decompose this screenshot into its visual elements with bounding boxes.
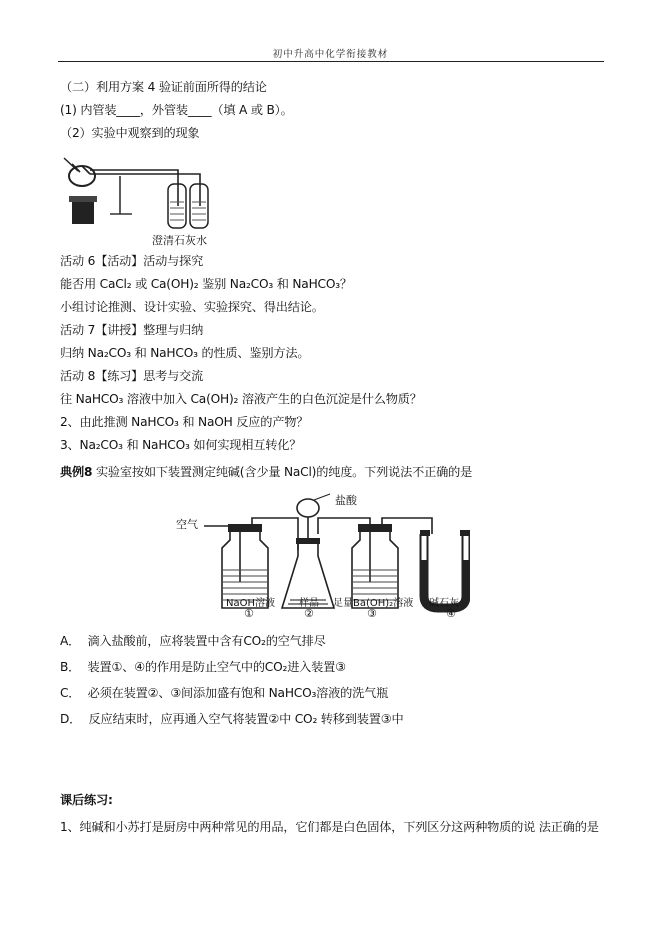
activity-6-line-2: 小组讨论推测、设计实验、实验探究、得出结论。	[60, 300, 324, 314]
example-8	[60, 464, 472, 480]
number-4: ④	[446, 607, 456, 620]
option-text: 滴入盐酸前，应将装置中含有CO₂的空气排尽	[87, 634, 326, 648]
figure1-caption: 澄清石灰水	[152, 234, 207, 247]
option-a	[60, 633, 326, 649]
label-baoh2: 足量Ba(OH)₂溶液	[333, 598, 414, 609]
apparatus-figure	[170, 490, 470, 620]
activity-6-title: 活动 6【活动】活动与探究	[60, 254, 204, 268]
number-2: ②	[304, 607, 314, 620]
example-text: 实验室按如下装置测定纯碱(含少量 NaCl)的纯度。下列说法不正确的是	[92, 465, 473, 479]
activity-7-title: 活动 7【讲授】整理与归纳	[60, 323, 204, 337]
activity-8-line-2: 2、由此推测 NaHCO₃ 和 NaOH 反应的产物？	[60, 415, 309, 429]
option-d	[60, 711, 403, 727]
option-letter: D．	[60, 712, 82, 726]
activity-7-line-1: 归纳 Na₂CO₃ 和 NaHCO₃ 的性质、鉴别方法。	[60, 346, 310, 360]
option-c	[60, 685, 388, 701]
homework-question-1: 1、纯碱和小苏打是厨房中两种常见的用品，它们都是白色固体，下列区分这两种物质的说 法正确的是	[60, 820, 599, 834]
label-soda-lime: 碱石灰	[429, 598, 459, 609]
example-label: 典例8	[60, 465, 93, 479]
activity-6-line-1: 能否用 CaCl₂ 或 Ca(OH)₂ 鉴别 Na₂CO₃ 和 NaHCO₃？	[60, 277, 352, 291]
section-heading: （二）利用方案 4 验证前面所得的结论	[60, 80, 267, 94]
activity-8-title: 活动 8【练习】思考与交流	[60, 369, 204, 383]
activity-8-line-3: 3、Na₂CO₃ 和 NaHCO₃ 如何实现相互转化？	[60, 438, 302, 452]
label-sample: 样品	[299, 598, 319, 609]
heating-apparatus-figure	[60, 146, 220, 246]
option-letter: B．	[60, 660, 81, 674]
option-text: 装置①、④的作用是防止空气中的CO₂进入装置③	[87, 660, 346, 674]
lamp-icon	[72, 202, 94, 224]
page-header: 初中升高中化学衔接教材	[272, 49, 389, 60]
option-text: 必须在装置②、③间添加盛有饱和 NaHCO₃溶液的洗气瓶	[87, 686, 389, 700]
question-2: （2）实验中观察到的现象	[60, 126, 200, 140]
homework-title: 课后练习:	[60, 793, 113, 807]
number-3: ③	[367, 607, 377, 620]
option-text: 反应结束时，应再通入空气将装置②中 CO₂ 转移到装置③中	[88, 712, 404, 726]
option-b	[60, 659, 346, 675]
acid-label: 盐酸	[335, 494, 357, 507]
number-1: ①	[244, 607, 254, 620]
option-letter: A．	[60, 634, 81, 648]
question-1: (1) 内管装____，外管装____（填 A 或 B）。	[60, 103, 293, 117]
header-rule	[58, 61, 604, 62]
label-naoh: NaOH溶液	[226, 598, 275, 609]
air-label: 空气	[176, 518, 198, 531]
option-letter: C．	[60, 686, 81, 700]
activity-8-line-1: 往 NaHCO₃ 溶液中加入 Ca(OH)₂ 溶液产生的白色沉淀是什么物质？	[60, 392, 422, 406]
